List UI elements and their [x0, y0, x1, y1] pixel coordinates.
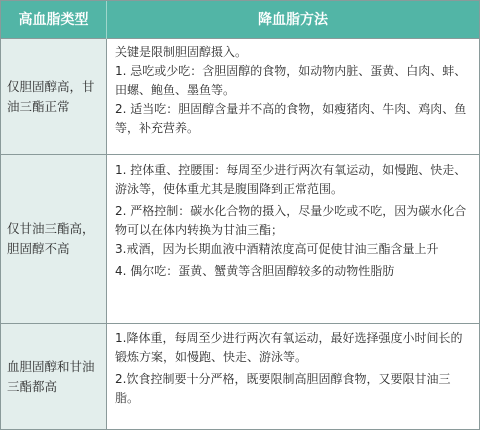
row-method-cell: [107, 39, 479, 154]
row-method-cell: [107, 155, 479, 323]
method-text: 4. 偶尔吃：蛋黄、蟹黄等含胆固醇较多的动物性脂肪: [115, 264, 395, 278]
table-row: [1, 39, 479, 155]
table-row: [1, 324, 479, 429]
table-header: [1, 1, 479, 39]
method-text: 1. 控体重、控腰围：每周至少进行两次有氧运动，如慢跑、快走、游泳等，使体重尤其是腹围降到正常范围。: [115, 163, 467, 196]
header-method: 降血脂方法: [258, 12, 328, 28]
method-text: 2. 适当吃：胆固醇含量并不高的食物，如瘦猪肉、牛肉、鸡肉、鱼等，补充营养。: [115, 102, 467, 135]
method-text: 2.饮食控制要十分严格，既要限制高胆固醇食物，又要限甘油三脂。: [115, 372, 451, 405]
method-text: 1.降体重，每周至少进行两次有氧运动，最好选择强度小时间长的锻炼方案，如慢跑、快走、游泳等。: [115, 331, 463, 364]
method-text: 关键是限制胆固醇摄入。: [115, 45, 248, 59]
row-type-cell: 血胆固醇和甘油三酯都高: [1, 324, 107, 429]
method-text: 2. 严格控制：碳水化合物的摄入，尽量少吃或不吃，因为碳水化合物可以在体内转换为甘油三酯；: [115, 204, 467, 237]
row-method-cell: [107, 324, 479, 429]
method-text: 1. 忌吃或少吃：含胆固醇的食物，如动物内脏、蛋黄、白肉、蚌、田螺、鲍鱼、墨鱼等。: [115, 64, 467, 97]
row-type-cell: 仅甘油三酯高，胆固醇不高: [1, 155, 107, 323]
method-text: 3.戒酒，因为长期血液中酒精浓度高可促使甘油三酯含量上升: [115, 242, 439, 256]
header-type: 高血脂类型: [1, 1, 107, 39]
row-type-cell: 仅胆固醇高，甘油三酯正常: [1, 39, 107, 154]
table-row: [1, 155, 479, 324]
